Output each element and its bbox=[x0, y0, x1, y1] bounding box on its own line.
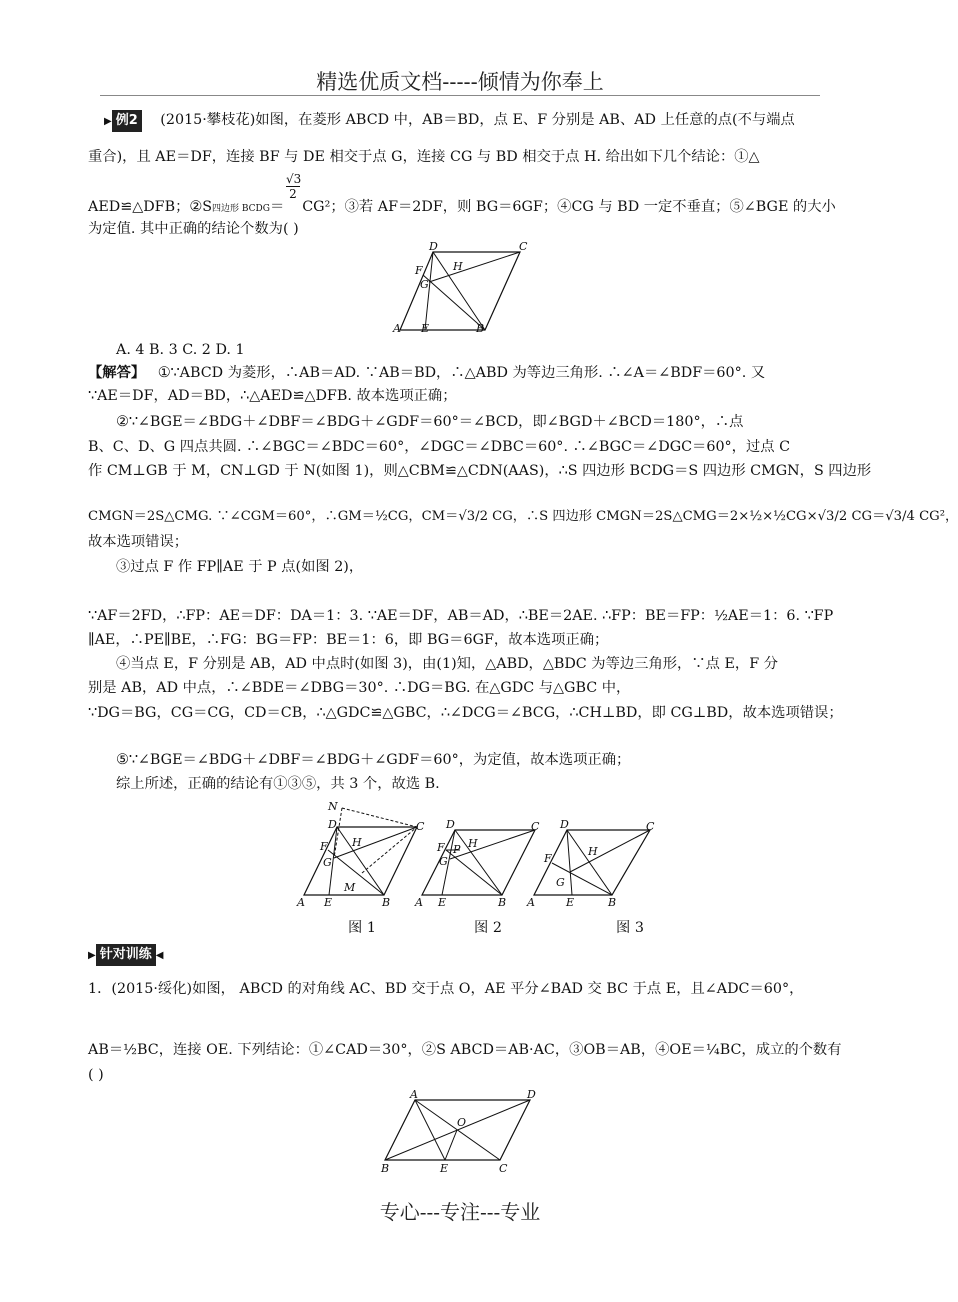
answer-a9: ∵AF＝2FD，∴FP：AE＝DF：DA＝1：3. ∵AE＝DF，AB＝AD，∴BE＝2AE. ∴FP：BE＝FP：½AE＝1：6. ∵FP bbox=[88, 608, 834, 624]
example-q3c: CG²；③若 AF＝2DF，则 BG＝6GF；④CG 与 BD 一定不垂直；⑤∠BGE 的大小 bbox=[302, 199, 836, 215]
answer-a11: ④当点 E，F 分别是 AB，AD 中点时(如图 3)，由(1)知，△ABD，△BDC 为等边三角形，∵点 E，F 分 bbox=[116, 656, 778, 672]
example-q3-sub: 四边形 BCDG bbox=[212, 204, 270, 214]
pg-label-o: O bbox=[457, 1116, 467, 1129]
parallelogram-figure bbox=[375, 1088, 545, 1178]
example-tag: 例2 bbox=[112, 110, 142, 132]
fig2-label-c: C bbox=[531, 820, 540, 833]
fig1-label-d: D bbox=[328, 818, 337, 831]
page-footer: 专心---专注---专业 bbox=[379, 1200, 541, 1224]
fig2-label-p: P bbox=[453, 843, 461, 856]
training-tag: 针对训练 bbox=[96, 944, 156, 966]
example-q1: 如图，在菱形 ABCD 中，AB＝BD，点 E、F 分别是 AB、AD 上任意的点(不与端点 bbox=[255, 112, 795, 128]
page-header: 精选优质文档-----倾情为你奉上 bbox=[316, 70, 604, 94]
answer-a5: 作 CM⊥GB 于 M，CN⊥GD 于 N(如图 1)，则△CBM≌△CDN(AAS)，∴S 四边形 BCDG＝S 四边形 CMGN，S 四边形 bbox=[88, 463, 872, 479]
fig1-label-e: E bbox=[324, 896, 333, 909]
pg-label-b: B bbox=[381, 1162, 390, 1175]
example-q3-fraction: $\frac{√3}{2}$ bbox=[286, 172, 302, 201]
example-q2: 重合)，且 AE＝DF，连接 BF 与 DE 相交于点 G，连接 CG 与 BD 相交于点 H. 给出如下几个结论：①△ bbox=[88, 149, 760, 165]
fig1-label-g: G bbox=[323, 856, 332, 869]
answer-a12: 别是 AB，AD 中点，∴∠BDE＝∠DBG＝30°. ∴DG＝BG. 在△GDC 与△GBC 中， bbox=[88, 680, 631, 696]
fig2-label-d: D bbox=[446, 818, 455, 831]
training-p2: AB＝½BC，连接 OE. 下列结论：①∠CAD＝30°，②S ABCD＝AB·AC，③OB＝AB，④OE＝¼BC，成立的个数有 bbox=[88, 1042, 842, 1058]
figure-1-caption: 图 1 bbox=[348, 920, 376, 936]
fig1-label-f: F bbox=[320, 840, 328, 853]
fig1-cn bbox=[342, 808, 417, 827]
answer-label: 【解答】 bbox=[88, 365, 146, 381]
fig3-label-h: H bbox=[588, 845, 598, 858]
example-q3b: ＝ bbox=[269, 199, 285, 215]
figure-3-caption: 图 3 bbox=[616, 920, 644, 936]
fig1-label-c: C bbox=[416, 820, 425, 833]
example-line-1 bbox=[104, 110, 795, 132]
label-a: A bbox=[393, 322, 401, 335]
fig1-label-m: M bbox=[344, 881, 356, 894]
fig2-label-e: E bbox=[438, 896, 447, 909]
pg-label-a: A bbox=[410, 1088, 418, 1101]
diagonal-bd bbox=[385, 1100, 530, 1160]
fig1-label-b: B bbox=[382, 896, 391, 909]
fig1-label-n: N bbox=[328, 800, 338, 813]
fig1-cm bbox=[362, 827, 417, 873]
answer-a15: 综上所述，正确的结论有①③⑤，共 3 个，故选 B. bbox=[116, 776, 440, 792]
answer-a4: B、C、D、G 四点共圆. ∴∠BGC＝∠BDC＝60°，∠DGC＝∠DBC＝60°. ∴∠BGC＝∠DGC＝60°，过点 C bbox=[88, 439, 791, 455]
fig3-label-c: C bbox=[646, 820, 655, 833]
label-g: G bbox=[420, 278, 429, 291]
pg-label-d: D bbox=[527, 1088, 536, 1101]
fig2-label-g: G bbox=[439, 855, 448, 868]
fig1-label-a: A bbox=[297, 896, 305, 909]
label-f: F bbox=[415, 264, 423, 277]
figure-3 bbox=[522, 815, 662, 910]
segment-ae bbox=[415, 1100, 445, 1160]
segment-de bbox=[425, 252, 433, 330]
label-h: H bbox=[453, 260, 463, 273]
answer-a13: ∵DG＝BG，CG＝CG，CD＝CB，∴△GDC≌△GBC，∴∠DCG＝∠BCG，∴CH⊥BD，即 CG⊥BD，故本选项错误； bbox=[88, 705, 843, 721]
fig3-label-f: F bbox=[544, 852, 552, 865]
figure-2-caption: 图 2 bbox=[474, 920, 502, 936]
choices: A. 4 B. 3 C. 2 D. 1 bbox=[116, 342, 245, 358]
label-e: E bbox=[421, 322, 430, 335]
fig3-label-b: B bbox=[608, 896, 617, 909]
answer-a3: ②∵∠BGE＝∠BDG＋∠DBF＝∠BDG＋∠GDF＝60°＝∠BCD，即∠BGD＋∠BCD＝180°，∴点 bbox=[116, 414, 744, 430]
fig3-label-e: E bbox=[566, 896, 575, 909]
figure-1 bbox=[292, 800, 425, 910]
answer-a2: ∵AE＝DF，AD＝BD，∴△AED≌△DFB. 故本选项正确； bbox=[88, 388, 457, 404]
rhombus-figure bbox=[385, 240, 530, 340]
answer-a1: ①∵ABCD 为菱形，∴AB＝AD. ∵AB＝BD，∴△ABD 为等边三角形. ∴∠A＝∠BDF＝60°. 又 bbox=[157, 365, 766, 381]
label-d: D bbox=[429, 240, 438, 253]
training-p3: ( ) bbox=[88, 1067, 104, 1083]
answer-a8: ③过点 F 作 FP∥AE 于 P 点(如图 2)， bbox=[116, 559, 364, 575]
answer-a7: 故本选项错误； bbox=[88, 534, 189, 550]
fig2-label-f: F bbox=[437, 841, 445, 854]
example-marker-icon: ▶ bbox=[104, 116, 112, 127]
fig1-label-h: H bbox=[352, 836, 362, 849]
pg-label-e: E bbox=[440, 1162, 449, 1175]
fig3-de bbox=[567, 830, 572, 895]
pg-label-c: C bbox=[499, 1162, 508, 1175]
label-c: C bbox=[519, 240, 528, 253]
answer-a10: ∥AE，∴PE∥BE，∴FG：BG＝FP：BE＝1：6，即 BG＝6GF，故本选项正确； bbox=[88, 632, 609, 648]
training-heading bbox=[88, 944, 163, 966]
training-marker-left-icon: ▶ bbox=[88, 950, 96, 961]
answer-a14: ⑤∵∠BGE＝∠BDG＋∠DBF＝∠BDG＋∠GDF＝60°，为定值，故本选项正确； bbox=[116, 752, 631, 768]
answer-a6: CMGN＝2S△CMG. ∵∠CGM＝60°，∴GM＝½CG，CM＝√3/2 CG，∴S 四边形 CMGN＝2S△CMG＝2×½×½CG×√3/2 CG＝√3/4 CG²， bbox=[88, 509, 958, 524]
fig3-bd bbox=[567, 830, 612, 895]
fig2-label-a: A bbox=[415, 896, 423, 909]
fig2-label-b: B bbox=[498, 896, 507, 909]
fig2-label-h: H bbox=[468, 837, 478, 850]
fig3-label-g: G bbox=[556, 876, 565, 889]
example-q3a: AED≌△DFB；②S bbox=[88, 199, 212, 215]
label-b: B bbox=[476, 322, 485, 335]
example-source: (2015·攀枝花) bbox=[160, 112, 256, 128]
answer-line-1 bbox=[88, 363, 765, 383]
fig3-label-a: A bbox=[527, 896, 535, 909]
fig3-label-d: D bbox=[560, 818, 569, 831]
training-p1: 1．(2015·绥化)如图， ABCD 的对角线 AC、BD 交于点 O，AE 平分∠BAD 交 BC 于点 E，且∠ADC＝60°， bbox=[88, 981, 804, 997]
header-rule bbox=[100, 95, 820, 96]
example-line-3 bbox=[88, 197, 836, 219]
training-marker-right-icon: ◀ bbox=[155, 950, 164, 961]
example-q4: 为定值. 其中正确的结论个数为( ) bbox=[88, 221, 299, 237]
